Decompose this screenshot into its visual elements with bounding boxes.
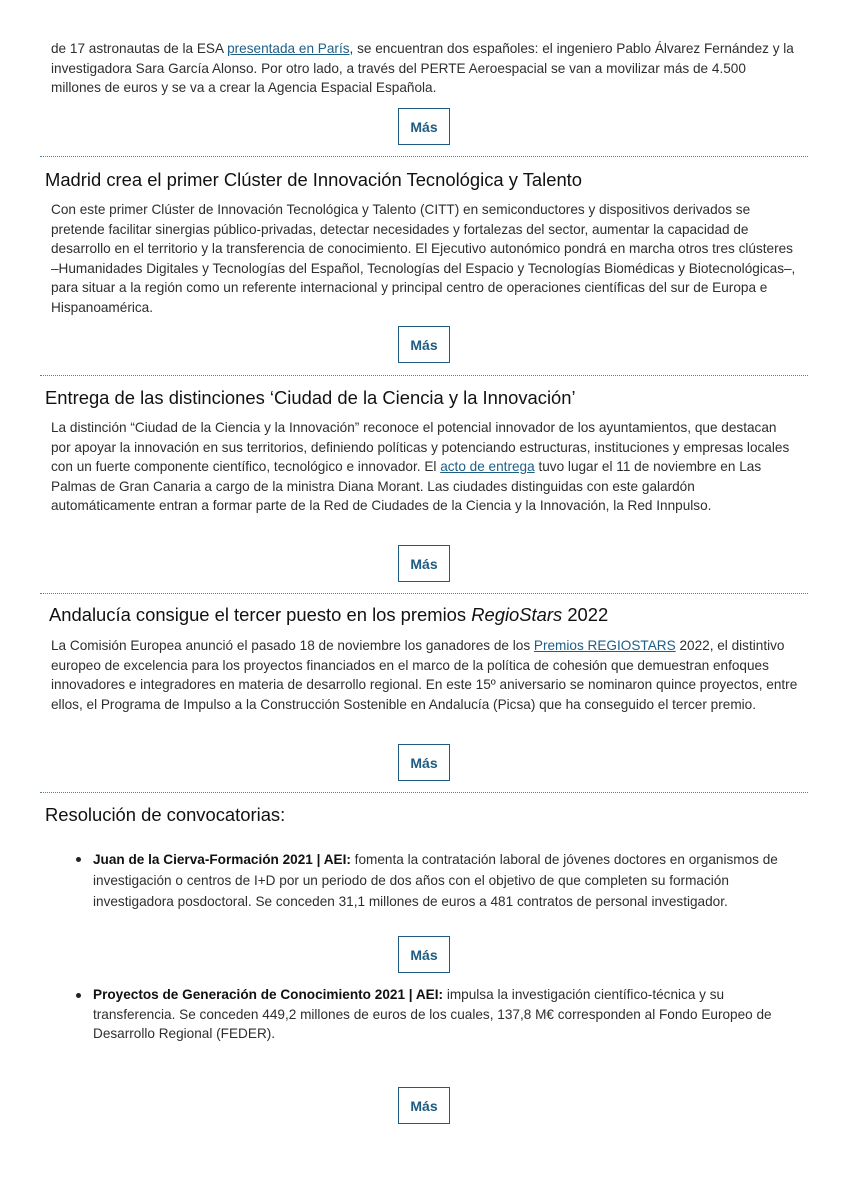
article-regiostars-more-button[interactable]: Más	[398, 744, 450, 781]
intro-text-cont: , se encuentran dos españoles: el ingeniero Pablo Álvarez Fernández y la investigadora Sara García Alonso. Por otro lado, a través del PERTE Aeroespacial se van a movilizar más de 4.500 millones de euros y se va a crear la Agencia Espacial Española.	[51, 41, 794, 95]
bullet-icon	[76, 993, 81, 998]
article-body-ciudad-ciencia	[51, 418, 799, 516]
divider	[40, 375, 808, 376]
article-text: La distinción “Ciudad de la Ciencia y la Innovación” reconoce el potencial innovador de los ayuntamientos, que destacan por apoyar la innovación en sus territorios, definiendo políticas y potenciando estructuras, instituciones y empresas locales con un fuerte componente científico, tecnológico e innovador. El	[51, 420, 790, 474]
title-text-cont: 2022	[562, 604, 609, 625]
divider	[40, 156, 808, 157]
resolution-item-juan-de-la-cierva	[93, 849, 805, 912]
resolution-juan-more-button[interactable]: Más	[398, 936, 450, 973]
divider	[40, 593, 808, 594]
intro-paragraph	[51, 39, 799, 98]
article-ciudad-more-button[interactable]: Más	[398, 545, 450, 582]
resolution-lead: Proyectos de Generación de Conocimiento 2021 | AEI:	[93, 987, 444, 1002]
title-italic: RegioStars	[471, 604, 563, 625]
article-text-cont: 2022, el distintivo europeo de excelencia para los proyectos financiados en el marco de la política de cohesión que demuestran enfoques innovadores e integradores en materia de desarrollo regional. En este 15º aniversario se nominaron quince proyectos, entre ellos, el Programa de Impulso a la Construcción Sostenible en Andalucía (Picsa) que ha conseguido el tercer premio.	[51, 638, 798, 712]
resolutions-title: Resolución de convocatorias:	[45, 804, 286, 825]
article-body-cluster-madrid: Con este primer Clúster de Innovación Tecnológica y Talento (CITT) en semiconductores y dispositivos derivados se pretende facilitar sinergias público-privadas, detectar necesidades y fortalezas del sector, aumentar la capacidad de desarrollo en el territorio y la transferencia de conocimiento. El Ejecutivo autonómico pondrá en marcha otros tres clústeres –Humanidades Digitales y Tecnologías del Español, Tecnologías del Espacio y Tecnologías Biomédicas y Biotecnológicas–, para situar a la región como un referente internacional y principal centro de operaciones científicas del sur de Europa e Hispanoamérica.	[51, 202, 796, 315]
divider	[40, 792, 808, 793]
resolution-proyectos-more-button[interactable]: Más	[398, 1087, 450, 1124]
intro-text: de 17 astronautas de la ESA	[51, 41, 228, 56]
article-text: La Comisión Europea anunció el pasado 18 de noviembre los ganadores de los	[51, 638, 534, 653]
article-title-ciudad-ciencia: Entrega de las distinciones ‘Ciudad de la Ciencia y la Innovación’	[45, 387, 576, 408]
resolution-item-generacion-conocimiento	[93, 985, 805, 1044]
title-text: Andalucía consigue el tercer puesto en los premios	[49, 604, 472, 625]
resolution-text: fomenta la contratación laboral de jóvenes doctores en organismos de investigación o centros de I+D por un periodo de dos años con el objetivo de que completen su formación investigadora posdoctoral. Se conceden 31,1 millones de euros a 481 contratos de personal investigador.	[93, 852, 778, 909]
resolution-text: impulsa la investigación científico-técnica y su transferencia. Se conceden 449,2 millones de euros de los cuales, 137,8 M€ corresponden al Fondo Europeo de Desarrollo Regional (FEDER).	[93, 987, 772, 1041]
premios-regiostars-link[interactable]: Premios REGIOSTARS	[533, 638, 676, 653]
acto-de-entrega-link[interactable]: acto de entrega	[440, 459, 535, 474]
article-body-regiostars	[51, 636, 799, 714]
article-text-cont: tuvo lugar el 11 de noviembre en Las Palmas de Gran Canaria a cargo de la ministra Diana Morant. Las ciudades distinguidas con este galardón automáticamente entran a formar parte de la Red de Ciudades de la Ciencia y la Innovación, la Red Innpulso.	[51, 459, 762, 513]
intro-more-button[interactable]: Más	[398, 108, 450, 145]
presentada-en-paris-link[interactable]: presentada en París	[227, 41, 350, 56]
article-title-regiostars	[49, 604, 608, 626]
bullet-icon	[76, 857, 81, 862]
article-title-cluster-madrid: Madrid crea el primer Clúster de Innovación Tecnológica y Talento	[45, 169, 583, 190]
article-cluster-more-button[interactable]: Más	[398, 326, 450, 363]
resolution-lead: Juan de la Cierva-Formación 2021 | AEI:	[93, 852, 351, 867]
